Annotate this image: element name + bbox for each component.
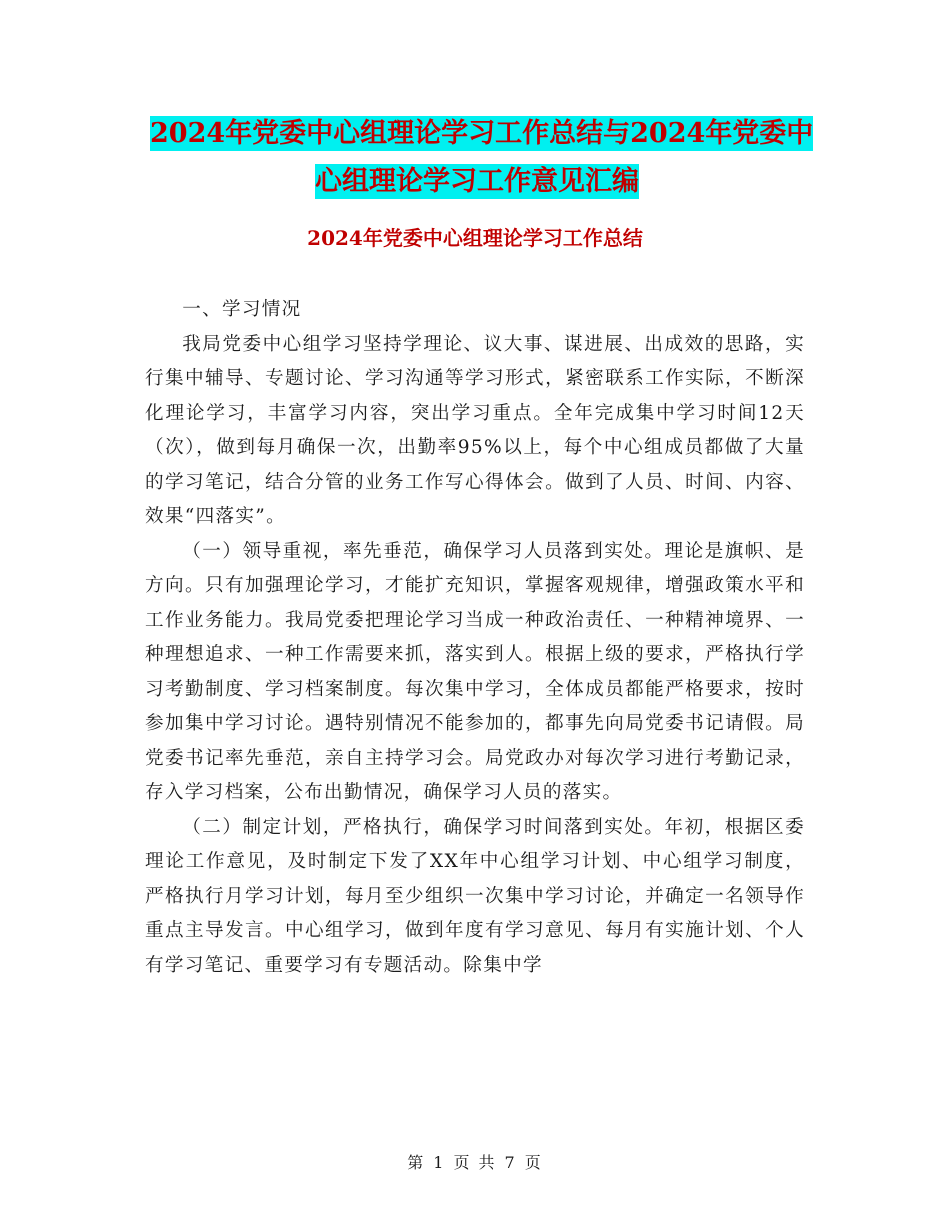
page-number: 1 [433,1153,446,1172]
section-heading: 一、学习情况 [182,299,302,320]
page-footer [0,1150,950,1173]
paragraph-1: 我局党委中心组学习坚持学理论、议大事、谋进展、出成效的思路，实行集中辅导、专题讨论、学习沟通等学习形式，紧密联系工作实际，不断深化理论学习，丰富学习内容，突出学习重点。全年完成集中学习时间12天（次），做到每月确保一次，出勤率95%以上，每个中心组成员都做了大量的学习笔记，结合分管的业务工作写心得体会。做到了人员、时间、内容、效果“四落实”。 [145,333,805,527]
paragraph-3: （二）制定计划，严格执行，确保学习时间落到实处。年初，根据区委理论工作意见，及时制定下发了XX年中心组学习计划、中心组学习制度，严格执行月学习计划，每月至少组织一次集中学习讨论，并确定一名领导作重点主导发言。中心组学习，做到年度有学习意见、每月有实施计划、个人有学习笔记、重要学习有专题活动。除集中学 [145,816,805,976]
footer-prefix: 第 [407,1153,426,1172]
section-title: 2024年党委中心组理论学习工作总结 [307,226,643,250]
title-highlight-1: 2024年党委中心组理论学习工作总结与2024年党委中 [150,118,814,149]
title-highlight-2: 心组理论学习工作意见汇编 [315,166,639,197]
footer-mid: 页 共 [453,1153,497,1172]
document-title [150,110,840,206]
footer-suffix: 页 [524,1153,543,1172]
paragraph-2: （一）领导重视，率先垂范，确保学习人员落到实处。理论是旗帜、是方向。只有加强理论学习，才能扩充知识，掌握客观规律，增强政策水平和工作业务能力。我局党委把理论学习当成一种政治责任、一种精神境界、一种理想追求、一种工作需要来抓，落实到人。根据上级的要求，严格执行学习考勤制度、学习档案制度。每次集中学习，全体成员都能严格要求，按时参加集中学习讨论。遇特别情况不能参加的，都事先向局党委书记请假。局党委书记率先垂范，亲自主持学习会。局党政办对每次学习进行考勤记录，存入学习档案，公布出勤情况，确保学习人员的落实。 [145,540,805,803]
document-title-line-1 [150,110,840,158]
document-body [145,293,805,983]
document-title-line-2 [150,158,840,206]
total-pages: 7 [504,1153,517,1172]
